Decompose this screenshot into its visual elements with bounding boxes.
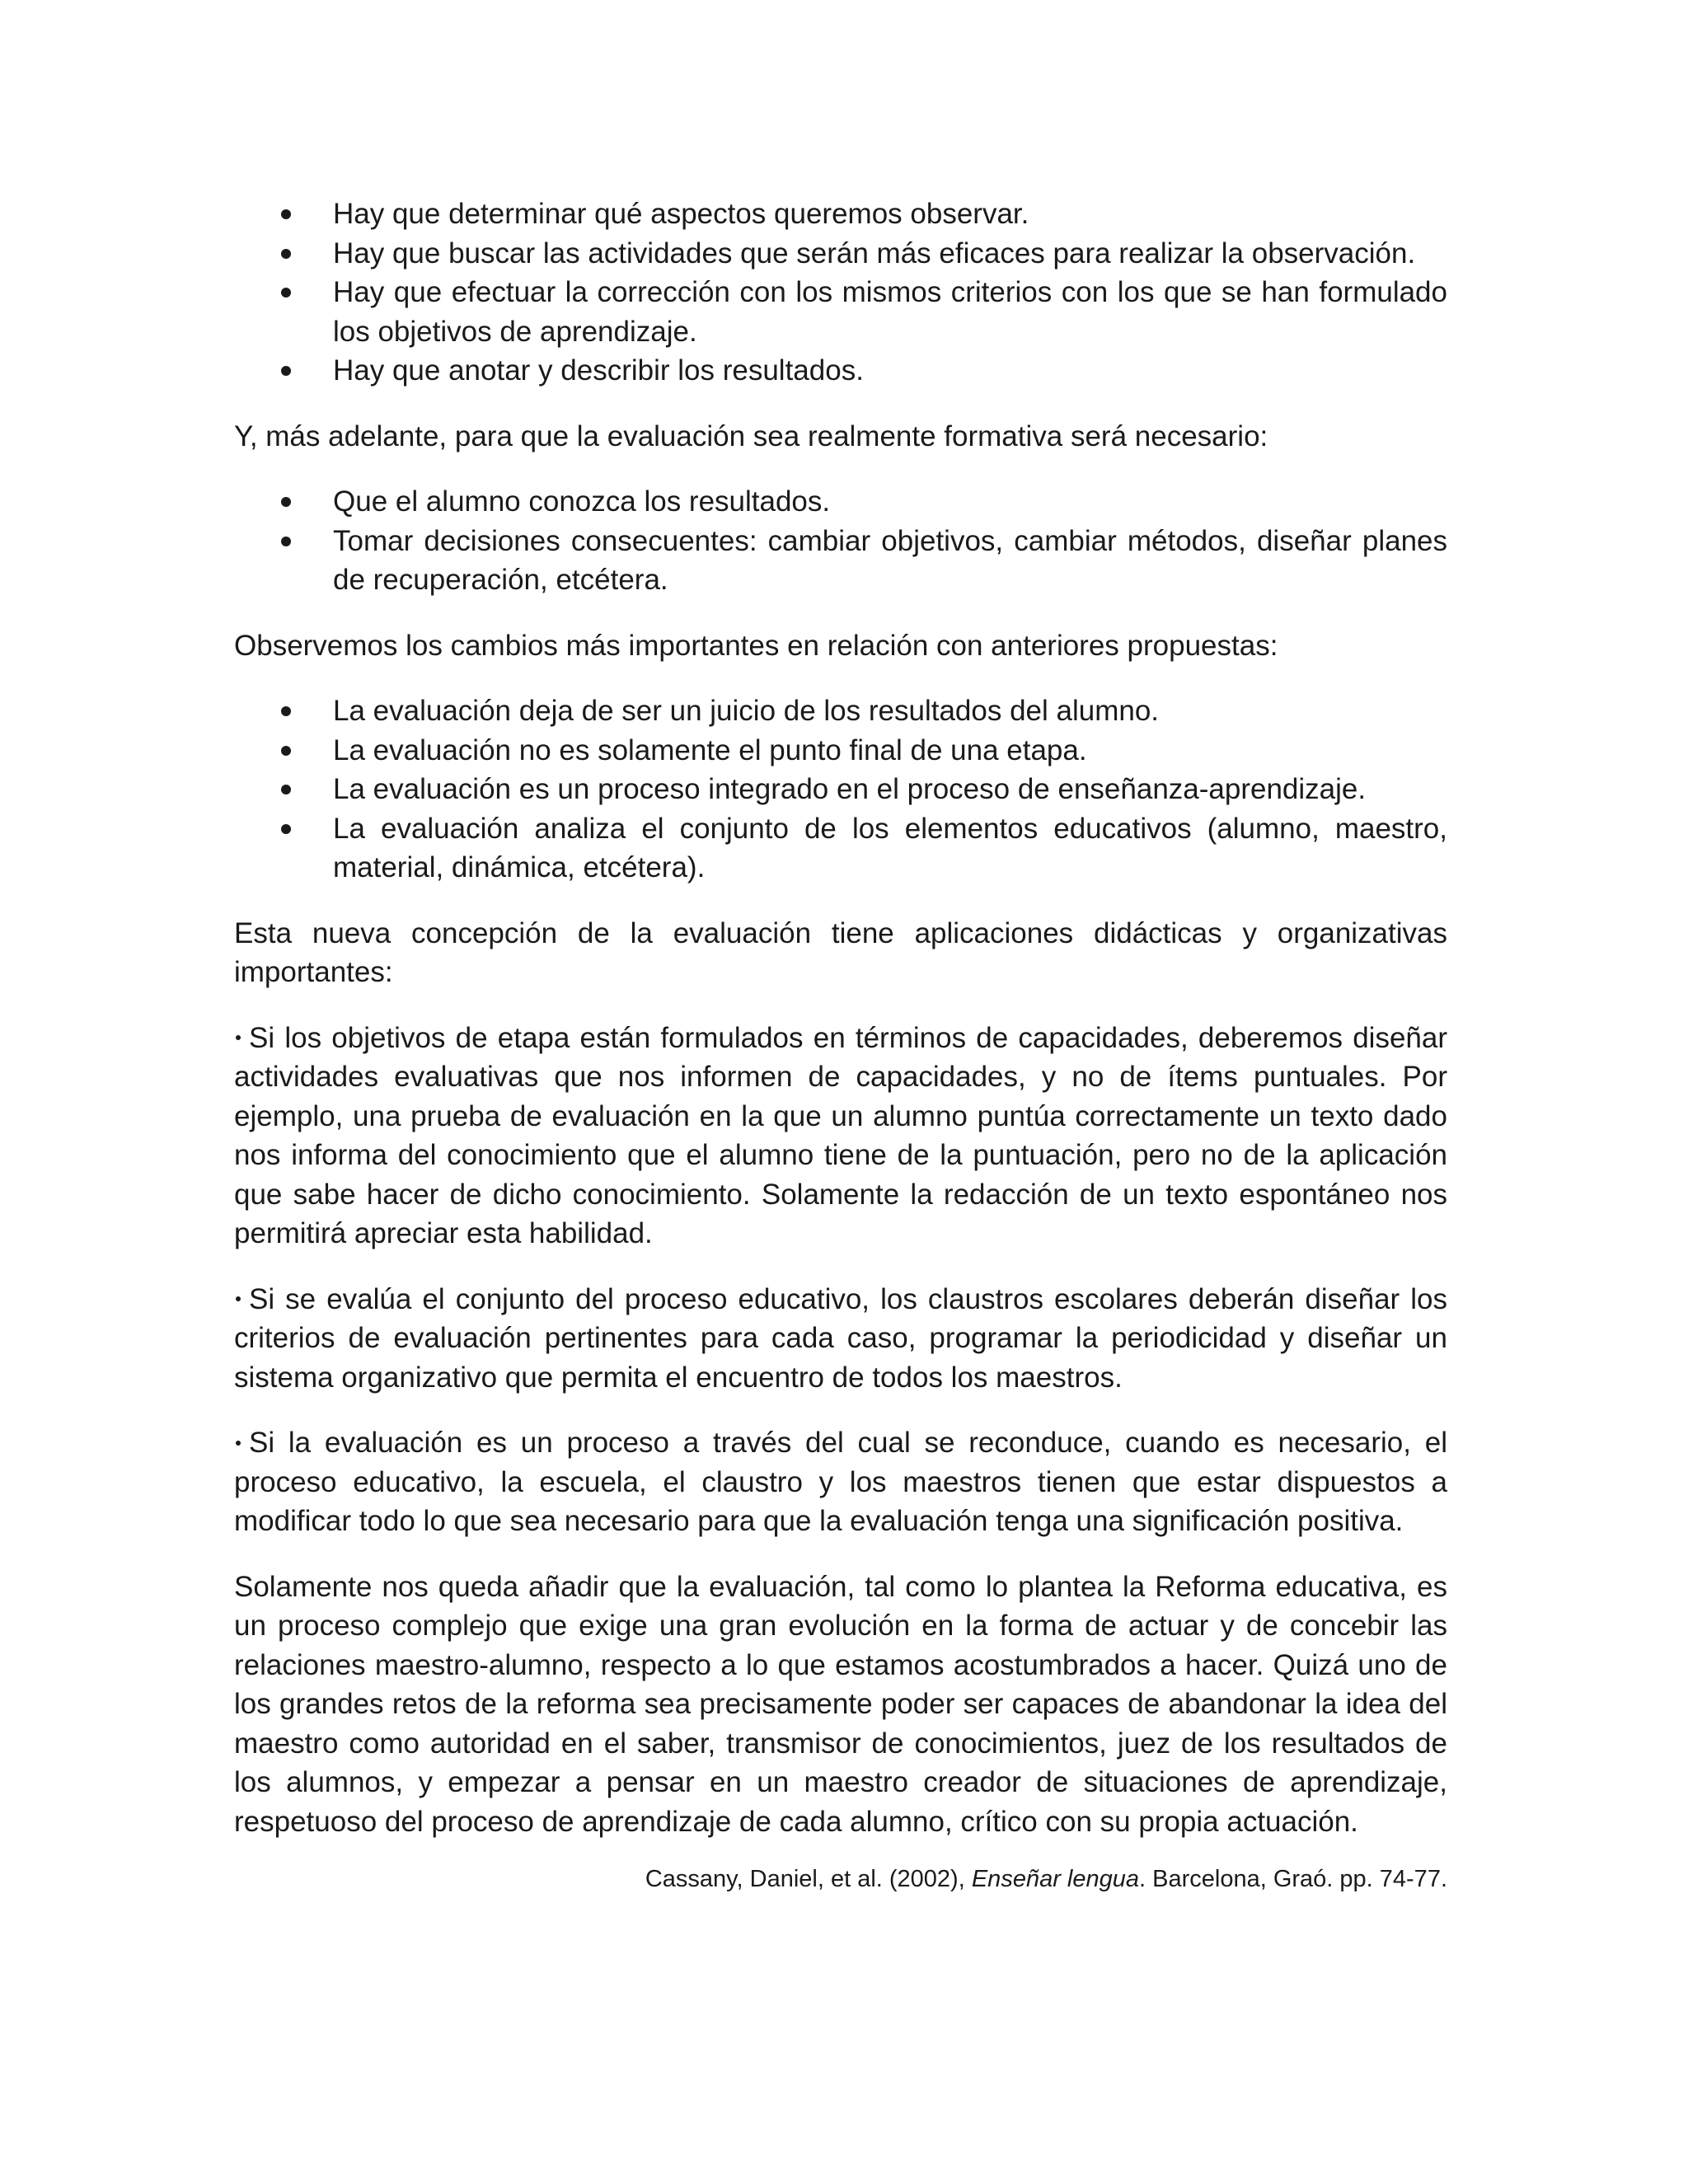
list-item: Hay que buscar las actividades que serán más eficaces para realizar la observación.: [234, 234, 1447, 274]
bullet-icon: [281, 824, 291, 834]
paragraph-capacities: Si los objetivos de etapa están formulados en términos de capacidades, deberemos diseñar actividades evaluativas que nos informen de capacidades, y no de ítems puntuales. Por ejemplo, una prueba de evaluación en la que un alumno puntúa correctamente un texto dado nos informa del conocimiento que el alumno tiene de la puntuación, pero no de la aplicación que sabe hacer de dicho conocimiento. Solamente la redacción de un texto espontáneo nos permitirá apreciar esta habilidad.: [234, 1021, 1447, 1249]
list-item: Hay que determinar qué aspectos queremos observar.: [234, 194, 1447, 234]
paragraph-reconduce: Si la evaluación es un proceso a través del cual se reconduce, cuando es necesario, el proceso educativo, la escuela, el claustro y los maestros tienen que estar dispuestos a modificar todo lo que sea necesario para que la evaluación tenga una significación positiva.: [234, 1427, 1447, 1537]
document-page: [234, 194, 1447, 1896]
small-bullet-icon: [236, 1441, 241, 1446]
list-item: Tomar decisiones consecuentes: cambiar objetivos, cambiar métodos, diseñar planes de recuperación, etcétera.: [234, 522, 1447, 600]
citation-title: Enseñar lengua: [971, 1866, 1139, 1892]
paragraph-conclusion: Solamente nos queda añadir que la evaluación, tal como lo plantea la Reforma educativa, es un proceso complejo que exige una gran evolución en la forma de actuar y de concebir las relaciones maestro-alumno, respecto a lo que estamos acostumbrados a hacer. Quizá uno de los grandes retos de la reforma sea precisamente poder ser capaces de abandonar la idea del maestro como autoridad en el saber, transmisor de conocimientos, juez de los resultados de los alumnos, y empezar a pensar en un maestro creador de situaciones de aprendizaje, respetuoso del proceso de aprendizaje de cada alumno, crítico con su propia actuación.: [234, 1570, 1447, 1838]
bullet-icon: [281, 497, 291, 507]
list-item: Hay que anotar y describir los resultados.: [234, 351, 1447, 391]
bullet-icon: [281, 366, 291, 376]
paragraph-claustros: Si se evalúa el conjunto del proceso educativo, los claustros escolares deberán diseñar los criterios de evaluación pertinentes para cada caso, programar la periodicidad y diseñar un sistema organizativo que permita el encuentro de todos los maestros.: [234, 1282, 1447, 1394]
bullet-icon: [281, 249, 291, 259]
observation-steps-list: [234, 194, 1447, 391]
list-item: La evaluación deja de ser un juicio de los resultados del alumno.: [234, 691, 1447, 731]
small-bullet-icon: [236, 1296, 241, 1301]
bullet-icon: [281, 537, 291, 546]
formative-requirements-list: [234, 482, 1447, 600]
small-bullet-icon: [236, 1035, 241, 1040]
list-item: Que el alumno conozca los resultados.: [234, 482, 1447, 522]
changes-list: [234, 691, 1447, 888]
bullet-icon: [281, 746, 291, 756]
paragraph-changes-intro: Observemos los cambios más importantes en relación con anteriores propuestas:: [234, 629, 1278, 662]
list-item: La evaluación analiza el conjunto de los elementos educativos (alumno, maestro, material, dinámica, etcétera).: [234, 809, 1447, 888]
bullet-icon: [281, 785, 291, 794]
citation: Cassany, Daniel, et al. (2002), Enseñar lengua. Barcelona, Graó. pp. 74-77.: [645, 1866, 1447, 1892]
list-item: La evaluación no es solamente el punto final de una etapa.: [234, 731, 1447, 771]
paragraph-formative-intro: Y, más adelante, para que la evaluación sea realmente formativa será necesario:: [234, 419, 1268, 452]
list-item: La evaluación es un proceso integrado en el proceso de enseñanza-aprendizaje.: [234, 770, 1447, 809]
bullet-icon: [281, 706, 291, 716]
bullet-icon: [281, 288, 291, 298]
bullet-icon: [281, 209, 291, 219]
paragraph-new-conception: Esta nueva concepción de la evaluación tiene aplicaciones didácticas y organizativas importantes:: [234, 916, 1447, 988]
list-item: Hay que efectuar la corrección con los mismos criterios con los que se han formulado los objetivos de aprendizaje.: [234, 273, 1447, 351]
